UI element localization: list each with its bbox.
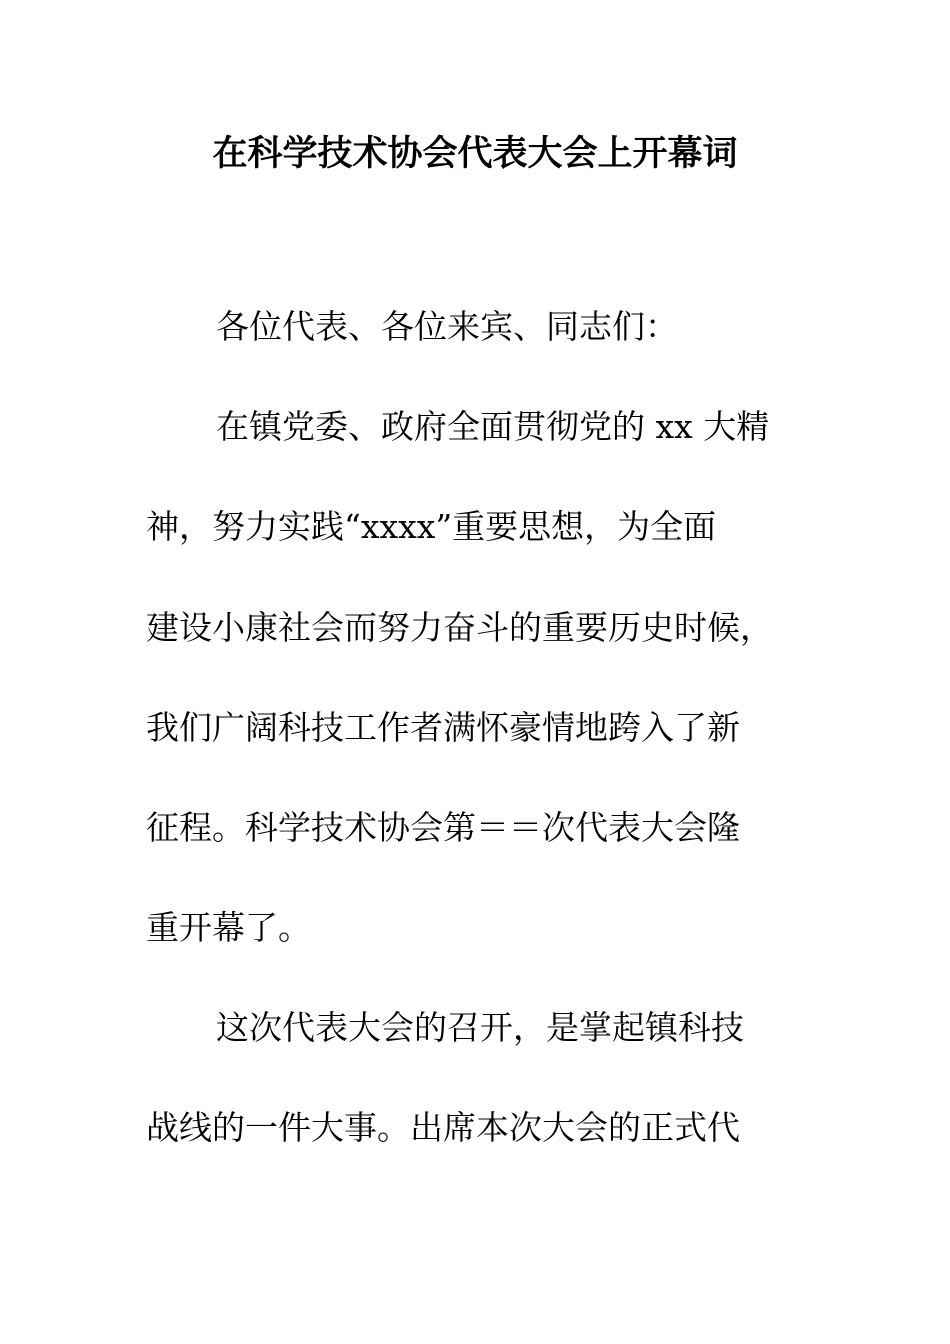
paragraph-1-line-2: 神，努力实践“xxxx”重要思想，为全面: [146, 507, 717, 546]
paragraph-1-line-5: 征程。科学技术协会第＝＝次代表大会隆: [146, 808, 740, 847]
paragraph-1-line-1: 在镇党委、政府全面贯彻党的 xx 大精: [216, 407, 770, 446]
salutation-line: 各位代表、各位来宾、同志们：: [216, 307, 678, 346]
document-title: 在科学技术协会代表大会上开幕词: [212, 134, 738, 174]
paragraph-2-line-2: 战线的一件大事。出席本次大会的正式代: [146, 1108, 740, 1147]
paragraph-1-line-3: 建设小康社会而努力奋斗的重要历史时候，: [146, 608, 773, 647]
paragraph-1-line-6: 重开幕了。: [146, 908, 311, 947]
paragraph-1-line-4: 我们广阔科技工作者满怀豪情地跨入了新: [146, 708, 740, 747]
paragraph-2-line-1: 这次代表大会的召开，是掌起镇科技: [216, 1008, 744, 1047]
